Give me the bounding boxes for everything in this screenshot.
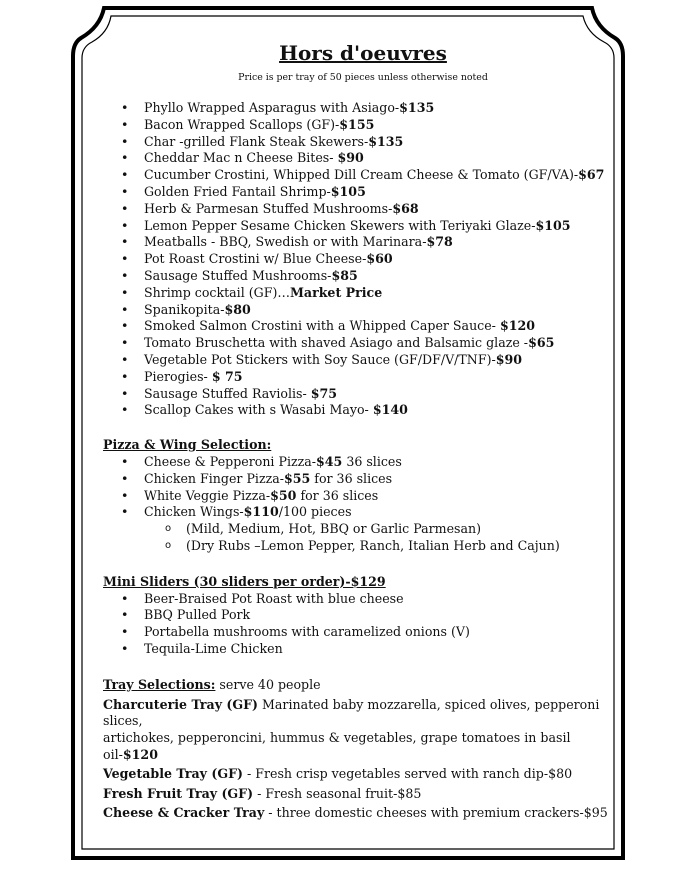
list-item: • Beer-Braised Pot Roast with blue cheese (103, 591, 623, 608)
list-item: • Bacon Wrapped Scallops (GF)-$155 (103, 117, 623, 134)
hors-oeuvres-list (103, 100, 623, 419)
list-item: • Herb & Parmesan Stuffed Mushrooms-$68 (103, 201, 623, 218)
tray-section-heading: Tray Selections: serve 40 people (103, 676, 321, 692)
list-item: • Shrimp cocktail (GF)…Market Price (103, 285, 623, 302)
list-item: • Golden Fried Fantail Shrimp-$105 (103, 184, 623, 201)
menu-content (103, 40, 623, 824)
tray-item-fruit: Fresh Fruit Tray (GF) - Fresh seasonal fruit-$85 (103, 785, 422, 801)
list-item: • Pierogies- $ 75 (103, 369, 623, 386)
list-item: • Cheddar Mac n Cheese Bites- $90 (103, 150, 623, 167)
tray-item-cheese: Cheese & Cracker Tray - three domestic cheeses with premium crackers-$95 (103, 805, 608, 821)
list-item: o (Dry Rubs –Lemon Pepper, Ranch, Italian Herb and Cajun) (103, 538, 623, 555)
list-item: • Chicken Finger Pizza-$55 for 36 slices (103, 471, 623, 488)
tray-item-charcuterie: Charcuterie Tray (GF) Marinated baby mozzarella, spiced olives, pepperoni slices, artichokes, pepperoncini, hummus & vegetables, grape tomatoes in basil oil-$120 (103, 696, 600, 762)
list-item: • Scallop Cakes with s Wasabi Mayo- $140 (103, 402, 623, 419)
list-item: • Tomato Bruschetta with shaved Asiago and Balsamic glaze -$65 (103, 335, 623, 352)
list-item: • Phyllo Wrapped Asparagus with Asiago-$135 (103, 100, 623, 117)
list-item: • Meatballs - BBQ, Swedish or with Marinara-$78 (103, 234, 623, 251)
list-item: • Cucumber Crostini, Whipped Dill Cream Cheese & Tomato (GF/VA)-$67 (103, 167, 623, 184)
tray-list (103, 697, 623, 822)
list-item: • Sausage Stuffed Raviolis- $75 (103, 386, 623, 403)
list-item: • Pot Roast Crostini w/ Blue Cheese-$60 (103, 251, 623, 268)
list-item: • Char -grilled Flank Steak Skewers-$135 (103, 134, 623, 151)
list-item: • Spanikopita-$80 (103, 302, 623, 319)
pizza-section-heading: Pizza & Wing Selection: (103, 437, 272, 453)
list-item: • Lemon Pepper Sesame Chicken Skewers with Teriyaki Glaze-$105 (103, 218, 623, 235)
list-item: o (Mild, Medium, Hot, BBQ or Garlic Parmesan) (103, 521, 623, 538)
list-item: • Vegetable Pot Stickers with Soy Sauce (GF/DF/V/TNF)-$90 (103, 352, 623, 369)
list-item: • Portabella mushrooms with caramelized onions (V) (103, 624, 623, 641)
list-item: • Sausage Stuffed Mushrooms-$85 (103, 268, 623, 285)
list-item: • Tequila-Lime Chicken (103, 641, 623, 658)
price-note: Price is per tray of 50 pieces unless otherwise noted (238, 72, 488, 83)
list-item: • Chicken Wings-$110/100 pieces (103, 504, 623, 521)
list-item: • BBQ Pulled Pork (103, 607, 623, 624)
tray-item-vegetable: Vegetable Tray (GF) - Fresh crisp vegetables served with ranch dip-$80 (103, 766, 573, 782)
list-item: • White Veggie Pizza-$50 for 36 slices (103, 488, 623, 505)
list-item: • Cheese & Pepperoni Pizza-$45 36 slices (103, 454, 623, 471)
pizza-list (103, 454, 623, 521)
page-title: Hors d'oeuvres (279, 41, 447, 65)
wing-options-list (103, 521, 623, 555)
sliders-section-heading: Mini Sliders (30 sliders per order)-$129 (103, 573, 386, 589)
sliders-list (103, 591, 623, 658)
list-item: • Smoked Salmon Crostini with a Whipped Caper Sauce- $120 (103, 318, 623, 335)
